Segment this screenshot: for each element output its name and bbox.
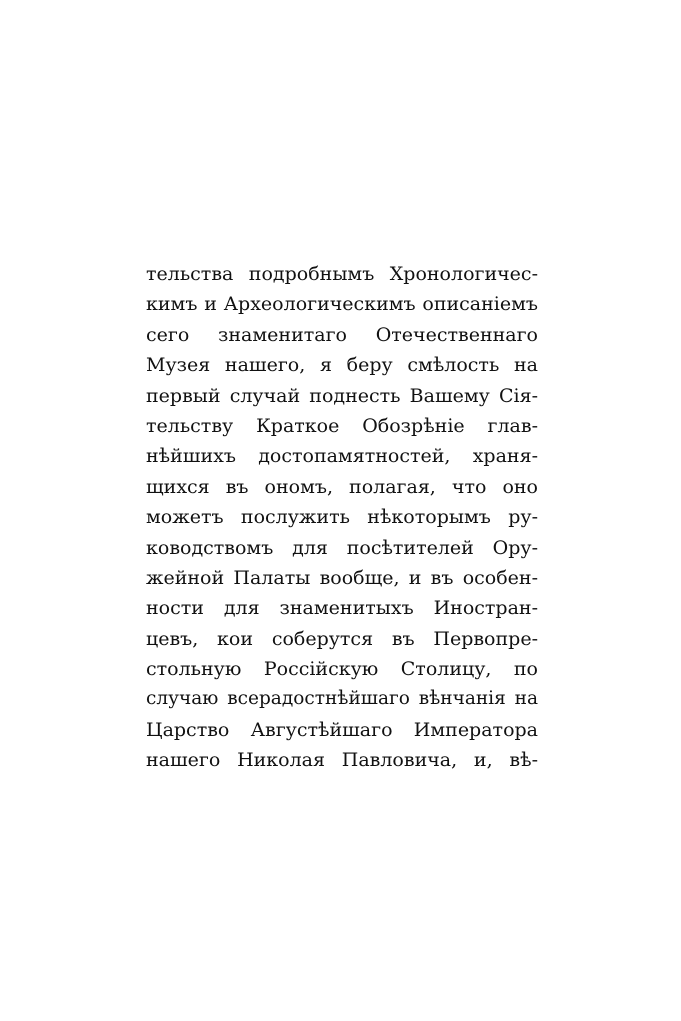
text-line-12: ности для знаменитыхъ Иностран-	[146, 597, 538, 620]
text-line-16: Царство Августѣйшаго Императора	[146, 718, 538, 741]
body-text	[146, 259, 538, 776]
text-line-3: сего знаменитаго Отечественнаго	[146, 323, 538, 346]
text-line-11: жейной Палаты вообще, и въ особен-	[146, 566, 538, 589]
text-line-2: кимъ и Археологическимъ описаніемъ	[146, 293, 538, 316]
text-line-15: случаю всерадостнѣйшаго вѣнчанія на	[146, 688, 538, 710]
text-line-10: ководствомъ для посѣтителей Ору-	[146, 536, 538, 559]
text-line-7: нѣйшихъ достопамятностей, храня-	[146, 445, 538, 468]
text-line-13: цевъ, кои соберутся въ Первопре-	[146, 627, 538, 650]
text-line-5: первый случай поднесть Вашему Сія-	[146, 384, 538, 407]
text-line-6: тельству Краткое Обозрѣніе глав-	[146, 414, 538, 437]
text-line-1: тельства подробнымъ Хронологичес-	[146, 263, 538, 285]
text-line-4: Музея нашего, я беру смѣлость на	[146, 354, 538, 377]
text-line-17: нашего Николая Павловича, и, вѣ-	[146, 749, 538, 772]
text-line-9: можетъ послужить нѣкоторымъ ру-	[146, 506, 538, 529]
text-line-14: стольную Россійскую Столицу, по	[146, 658, 538, 681]
text-line-8: щихся въ ономъ, полагая, что оно	[146, 475, 538, 498]
